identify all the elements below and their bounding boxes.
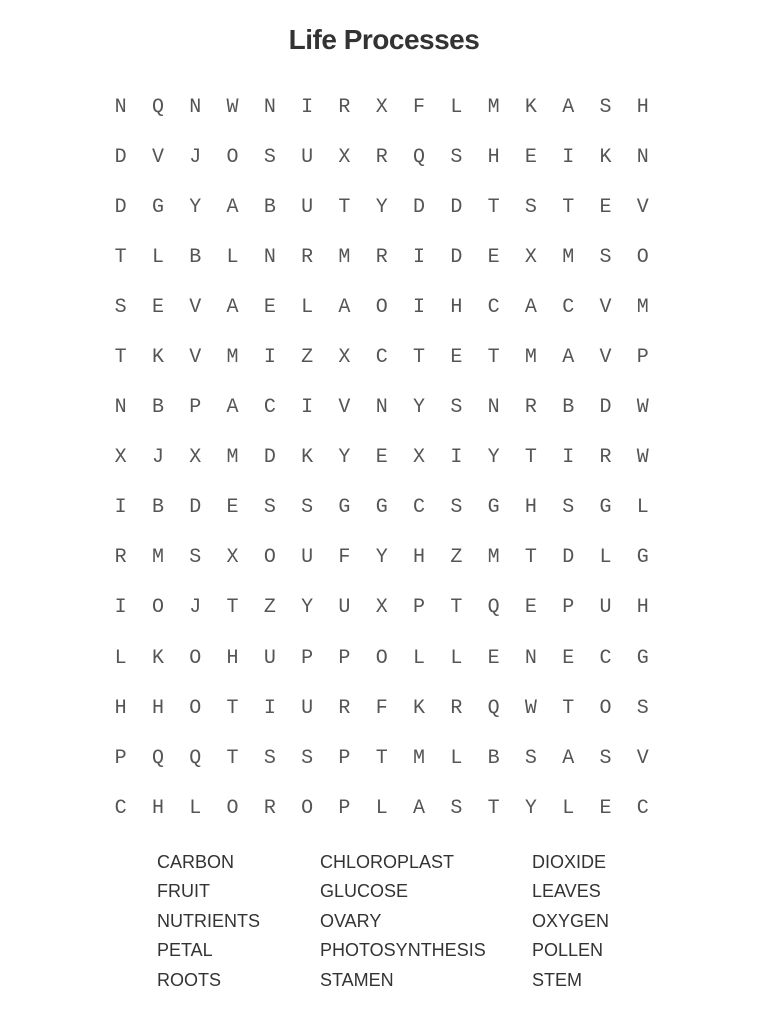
grid-cell[interactable]: X (524, 245, 537, 269)
grid-cell[interactable]: P (189, 396, 202, 420)
grid-cell[interactable]: H (524, 496, 537, 520)
grid-cell[interactable]: O (599, 696, 612, 720)
grid-cell[interactable]: C (413, 496, 426, 520)
grid-cell[interactable]: B (562, 396, 575, 420)
grid-cell[interactable]: E (562, 646, 575, 670)
grid-cell[interactable]: H (151, 696, 164, 720)
grid-cell[interactable]: X (114, 446, 127, 470)
grid-cell[interactable]: D (114, 145, 127, 169)
grid-cell[interactable]: E (263, 295, 276, 319)
grid-cell[interactable]: X (413, 446, 426, 470)
grid-cell[interactable]: H (487, 145, 500, 169)
grid-cell[interactable]: H (450, 295, 463, 319)
grid-cell[interactable]: M (562, 245, 575, 269)
grid-cell[interactable]: H (226, 646, 239, 670)
grid-cell[interactable]: O (189, 696, 202, 720)
grid-row (102, 182, 662, 232)
grid-cell[interactable]: A (562, 746, 575, 770)
grid-cell[interactable]: R (375, 245, 388, 269)
grid-cell[interactable]: Q (487, 696, 500, 720)
grid-row (102, 533, 662, 583)
word-list-row (0, 966, 768, 995)
grid-cell[interactable]: M (524, 346, 537, 370)
grid-cell[interactable]: O (226, 145, 239, 169)
grid-cell[interactable]: D (450, 245, 463, 269)
grid-row (102, 383, 662, 433)
grid-cell[interactable]: T (114, 346, 127, 370)
grid-cell[interactable]: B (189, 245, 202, 269)
grid-row (102, 82, 662, 132)
grid-cell[interactable]: M (413, 746, 426, 770)
word-list (0, 848, 768, 995)
grid-cell[interactable]: H (413, 546, 426, 570)
grid-cell[interactable]: L (301, 295, 314, 319)
grid-row (102, 433, 662, 483)
grid-cell[interactable]: R (524, 396, 537, 420)
grid-cell[interactable]: I (562, 446, 575, 470)
grid-cell[interactable]: U (301, 696, 314, 720)
grid-cell[interactable]: S (263, 496, 276, 520)
grid-cell[interactable]: D (450, 195, 463, 219)
grid-cell[interactable]: T (524, 546, 537, 570)
grid-cell[interactable]: O (301, 796, 314, 820)
grid-cell[interactable]: V (636, 195, 649, 219)
grid-cell[interactable]: U (338, 596, 351, 620)
word-list-item: GLUCOSE (320, 881, 409, 902)
grid-cell[interactable]: Q (151, 95, 164, 119)
grid-cell[interactable]: S (450, 796, 463, 820)
grid-cell[interactable]: N (114, 396, 127, 420)
grid-cell[interactable]: P (338, 796, 351, 820)
grid-cell[interactable]: O (375, 295, 388, 319)
grid-cell[interactable]: V (338, 396, 351, 420)
word-list-row (0, 848, 768, 877)
grid-cell[interactable]: D (263, 446, 276, 470)
grid-row (102, 733, 662, 783)
word-list-item: STEM (532, 969, 583, 990)
grid-cell[interactable]: W (636, 446, 649, 470)
word-list-item: PETAL (157, 940, 213, 961)
grid-cell[interactable]: A (226, 295, 239, 319)
grid-cell[interactable]: T (562, 696, 575, 720)
grid-cell[interactable]: Q (189, 746, 202, 770)
grid-cell[interactable]: O (226, 796, 239, 820)
grid-cell[interactable]: Z (450, 546, 463, 570)
grid-cell[interactable]: T (338, 195, 351, 219)
grid-cell[interactable]: M (338, 245, 351, 269)
grid-cell[interactable]: V (151, 145, 164, 169)
grid-cell[interactable]: X (189, 446, 202, 470)
grid-row (102, 633, 662, 683)
grid-cell[interactable]: L (226, 245, 239, 269)
grid-cell[interactable]: N (114, 95, 127, 119)
grid-cell[interactable]: O (636, 245, 649, 269)
grid-cell[interactable]: Z (301, 346, 314, 370)
word-list-row (0, 936, 768, 965)
grid-cell[interactable]: V (189, 295, 202, 319)
grid-cell[interactable]: G (487, 496, 500, 520)
grid-cell[interactable]: W (524, 696, 537, 720)
grid-cell[interactable]: X (226, 546, 239, 570)
grid-cell[interactable]: S (114, 295, 127, 319)
grid-cell[interactable]: G (636, 546, 649, 570)
grid-cell[interactable]: N (263, 245, 276, 269)
word-list-item: DIOXIDE (532, 852, 607, 872)
grid-cell[interactable]: J (151, 446, 164, 470)
grid-cell[interactable]: T (487, 796, 500, 820)
grid-cell[interactable]: B (151, 496, 164, 520)
grid-cell[interactable]: Y (524, 796, 537, 820)
word-list-item: FRUIT (157, 881, 210, 902)
grid-cell[interactable]: R (599, 446, 612, 470)
grid-cell[interactable]: O (263, 546, 276, 570)
grid-cell[interactable]: S (562, 496, 575, 520)
grid-cell[interactable]: A (226, 195, 239, 219)
grid-cell[interactable]: T (413, 346, 426, 370)
grid-row (102, 332, 662, 382)
grid-cell[interactable]: R (263, 796, 276, 820)
grid-cell[interactable]: T (524, 446, 537, 470)
grid-cell[interactable]: E (524, 145, 537, 169)
grid-cell[interactable]: B (487, 746, 500, 770)
grid-cell[interactable]: T (450, 596, 463, 620)
grid-cell[interactable]: R (114, 546, 127, 570)
grid-cell[interactable]: N (263, 95, 276, 119)
grid-cell[interactable]: M (636, 295, 649, 319)
grid-cell[interactable]: S (599, 245, 612, 269)
grid-cell[interactable]: P (114, 746, 127, 770)
grid-cell[interactable]: S (599, 746, 612, 770)
grid-cell[interactable]: E (151, 295, 164, 319)
grid-cell[interactable]: C (636, 796, 649, 820)
grid-cell[interactable]: L (636, 496, 649, 520)
word-list-item: OVARY (320, 910, 382, 931)
grid-cell[interactable]: L (413, 646, 426, 670)
grid-cell[interactable]: P (338, 746, 351, 770)
word-list-item: LEAVES (532, 881, 601, 902)
grid-cell[interactable]: T (226, 746, 239, 770)
grid-cell[interactable]: O (375, 646, 388, 670)
grid-cell[interactable]: S (263, 746, 276, 770)
grid-cell[interactable]: P (338, 646, 351, 670)
word-list-item: PHOTOSYNTHESIS (320, 940, 486, 961)
grid-cell[interactable]: V (599, 346, 612, 370)
word-list-item: OXYGEN (532, 910, 610, 931)
grid-cell[interactable]: H (151, 796, 164, 820)
grid-cell[interactable]: X (375, 95, 388, 119)
grid-cell[interactable]: H (636, 95, 649, 119)
grid-cell[interactable]: L (450, 95, 463, 119)
word-list-item: CARBON (157, 852, 235, 872)
grid-cell[interactable]: D (114, 195, 127, 219)
word-list-row (0, 907, 768, 936)
grid-cell[interactable]: U (263, 646, 276, 670)
grid-cell[interactable]: L (151, 245, 164, 269)
grid-cell[interactable]: I (263, 696, 276, 720)
grid-cell[interactable]: R (338, 696, 351, 720)
grid-row (102, 232, 662, 282)
grid-cell[interactable]: P (301, 646, 314, 670)
grid-cell[interactable]: T (114, 245, 127, 269)
grid-cell[interactable]: S (599, 95, 612, 119)
grid-cell[interactable]: E (375, 446, 388, 470)
grid-cell[interactable]: C (487, 295, 500, 319)
grid-cell[interactable]: H (114, 696, 127, 720)
grid-cell[interactable]: U (301, 195, 314, 219)
grid-cell[interactable]: L (114, 646, 127, 670)
word-list-item: STAMEN (320, 969, 394, 990)
grid-row (102, 282, 662, 332)
grid-cell[interactable]: T (487, 195, 500, 219)
grid-cell[interactable]: G (338, 496, 351, 520)
grid-cell[interactable]: S (524, 195, 537, 219)
grid-cell[interactable]: Y (375, 195, 388, 219)
grid-cell[interactable]: A (524, 295, 537, 319)
grid-cell[interactable]: T (226, 596, 239, 620)
grid-cell[interactable]: S (263, 145, 276, 169)
grid-cell[interactable]: X (338, 145, 351, 169)
grid-cell[interactable]: I (562, 145, 575, 169)
grid-cell[interactable]: K (524, 95, 537, 119)
grid-cell[interactable]: A (562, 95, 575, 119)
grid-cell[interactable]: Y (487, 446, 500, 470)
grid-cell[interactable]: Q (487, 596, 500, 620)
grid-cell[interactable]: L (189, 796, 202, 820)
grid-cell[interactable]: Y (301, 596, 314, 620)
grid-cell[interactable]: A (226, 396, 239, 420)
grid-cell[interactable]: Y (189, 195, 202, 219)
grid-cell[interactable]: T (375, 746, 388, 770)
page-title: Life Processes (288, 24, 480, 55)
grid-cell[interactable]: T (487, 346, 500, 370)
grid-cell[interactable]: B (151, 396, 164, 420)
grid-cell[interactable]: S (189, 546, 202, 570)
grid-cell[interactable]: I (114, 596, 127, 620)
grid-cell[interactable]: I (301, 396, 314, 420)
grid-cell[interactable]: F (413, 95, 426, 119)
grid-cell[interactable]: R (450, 696, 463, 720)
grid-cell[interactable]: D (599, 396, 612, 420)
grid-cell[interactable]: J (189, 145, 202, 169)
grid-cell[interactable]: A (338, 295, 351, 319)
grid-cell[interactable]: K (151, 346, 164, 370)
grid-cell[interactable]: V (599, 295, 612, 319)
grid-cell[interactable]: E (487, 245, 500, 269)
grid-cell[interactable]: L (450, 646, 463, 670)
grid-cell[interactable]: M (487, 95, 500, 119)
grid-cell[interactable]: U (301, 145, 314, 169)
grid-cell[interactable]: D (413, 195, 426, 219)
grid-cell[interactable]: K (301, 446, 314, 470)
word-list-item: POLLEN (532, 940, 604, 961)
grid-cell[interactable]: D (189, 496, 202, 520)
grid-cell[interactable]: N (524, 646, 537, 670)
grid-cell[interactable]: G (375, 496, 388, 520)
grid-cell[interactable]: O (151, 596, 164, 620)
grid-cell[interactable]: Z (263, 596, 276, 620)
grid-cell[interactable]: E (599, 796, 612, 820)
grid-cell[interactable]: X (375, 596, 388, 620)
grid-cell[interactable]: P (562, 596, 575, 620)
grid-cell[interactable]: E (226, 496, 239, 520)
grid-cell[interactable]: Q (151, 746, 164, 770)
grid-cell[interactable]: C (599, 646, 612, 670)
grid-cell[interactable]: P (636, 346, 649, 370)
word-list-item: ROOTS (157, 969, 222, 990)
grid-cell[interactable]: N (189, 95, 202, 119)
grid-cell[interactable]: I (450, 446, 463, 470)
grid-row (102, 483, 662, 533)
grid-row (102, 683, 662, 733)
grid-cell[interactable]: H (636, 596, 649, 620)
grid-cell[interactable]: W (226, 95, 239, 119)
grid-cell[interactable]: Y (338, 446, 351, 470)
grid-cell[interactable]: C (114, 796, 127, 820)
grid-cell[interactable]: K (599, 145, 612, 169)
grid-cell[interactable]: A (562, 346, 575, 370)
grid-cell[interactable]: L (562, 796, 575, 820)
grid-cell[interactable]: I (413, 245, 426, 269)
grid-cell[interactable]: R (375, 145, 388, 169)
grid-cell[interactable]: E (524, 596, 537, 620)
grid-cell[interactable]: C (263, 396, 276, 420)
grid-cell[interactable]: W (636, 396, 649, 420)
grid-cell[interactable]: I (263, 346, 276, 370)
grid-cell[interactable]: I (301, 95, 314, 119)
grid-cell[interactable]: U (301, 546, 314, 570)
grid-cell[interactable]: M (151, 546, 164, 570)
grid-cell[interactable]: N (636, 145, 649, 169)
grid-cell[interactable]: S (301, 746, 314, 770)
grid-cell[interactable]: K (413, 696, 426, 720)
grid-cell[interactable]: I (413, 295, 426, 319)
grid-cell[interactable]: S (450, 145, 463, 169)
grid-cell[interactable]: V (189, 346, 202, 370)
grid-cell[interactable]: L (375, 796, 388, 820)
grid-row (102, 583, 662, 633)
grid-cell[interactable]: Y (413, 396, 426, 420)
grid-cell[interactable]: N (487, 396, 500, 420)
grid-cell[interactable]: C (375, 346, 388, 370)
grid-row (102, 132, 662, 182)
grid-cell[interactable]: S (636, 696, 649, 720)
grid-cell[interactable]: P (413, 596, 426, 620)
grid-cell[interactable]: S (450, 396, 463, 420)
grid-cell[interactable]: G (151, 195, 164, 219)
grid-cell[interactable]: V (636, 746, 649, 770)
grid-cell[interactable]: Q (413, 145, 426, 169)
grid-cell[interactable]: I (114, 496, 127, 520)
grid-cell[interactable]: U (599, 596, 612, 620)
grid-cell[interactable]: S (301, 496, 314, 520)
grid-cell[interactable]: J (189, 596, 202, 620)
grid-cell[interactable]: M (487, 546, 500, 570)
grid-cell[interactable]: M (226, 346, 239, 370)
grid-cell[interactable]: L (599, 546, 612, 570)
grid-row (102, 783, 662, 833)
grid-cell[interactable]: Y (375, 546, 388, 570)
letter-grid (102, 82, 662, 833)
grid-cell[interactable]: F (338, 546, 351, 570)
grid-cell[interactable]: G (636, 646, 649, 670)
grid-cell[interactable]: N (375, 396, 388, 420)
word-list-item: NUTRIENTS (157, 910, 260, 931)
word-list-row (0, 877, 768, 906)
grid-cell[interactable]: M (226, 446, 239, 470)
grid-cell[interactable]: S (524, 746, 537, 770)
grid-cell[interactable]: K (151, 646, 164, 670)
grid-cell[interactable]: L (450, 746, 463, 770)
grid-cell[interactable]: A (413, 796, 426, 820)
grid-cell[interactable]: F (375, 696, 388, 720)
word-list-item: CHLOROPLAST (320, 852, 455, 872)
grid-cell[interactable]: E (487, 646, 500, 670)
grid-cell[interactable]: C (562, 295, 575, 319)
grid-cell[interactable]: R (338, 95, 351, 119)
grid-cell[interactable]: G (599, 496, 612, 520)
grid-cell[interactable]: X (338, 346, 351, 370)
grid-cell[interactable]: S (450, 496, 463, 520)
grid-cell[interactable]: O (189, 646, 202, 670)
grid-cell[interactable]: T (226, 696, 239, 720)
grid-cell[interactable]: E (450, 346, 463, 370)
grid-cell[interactable]: D (562, 546, 575, 570)
grid-cell[interactable]: E (599, 195, 612, 219)
grid-cell[interactable]: R (301, 245, 314, 269)
grid-cell[interactable]: T (562, 195, 575, 219)
grid-cell[interactable]: B (263, 195, 276, 219)
